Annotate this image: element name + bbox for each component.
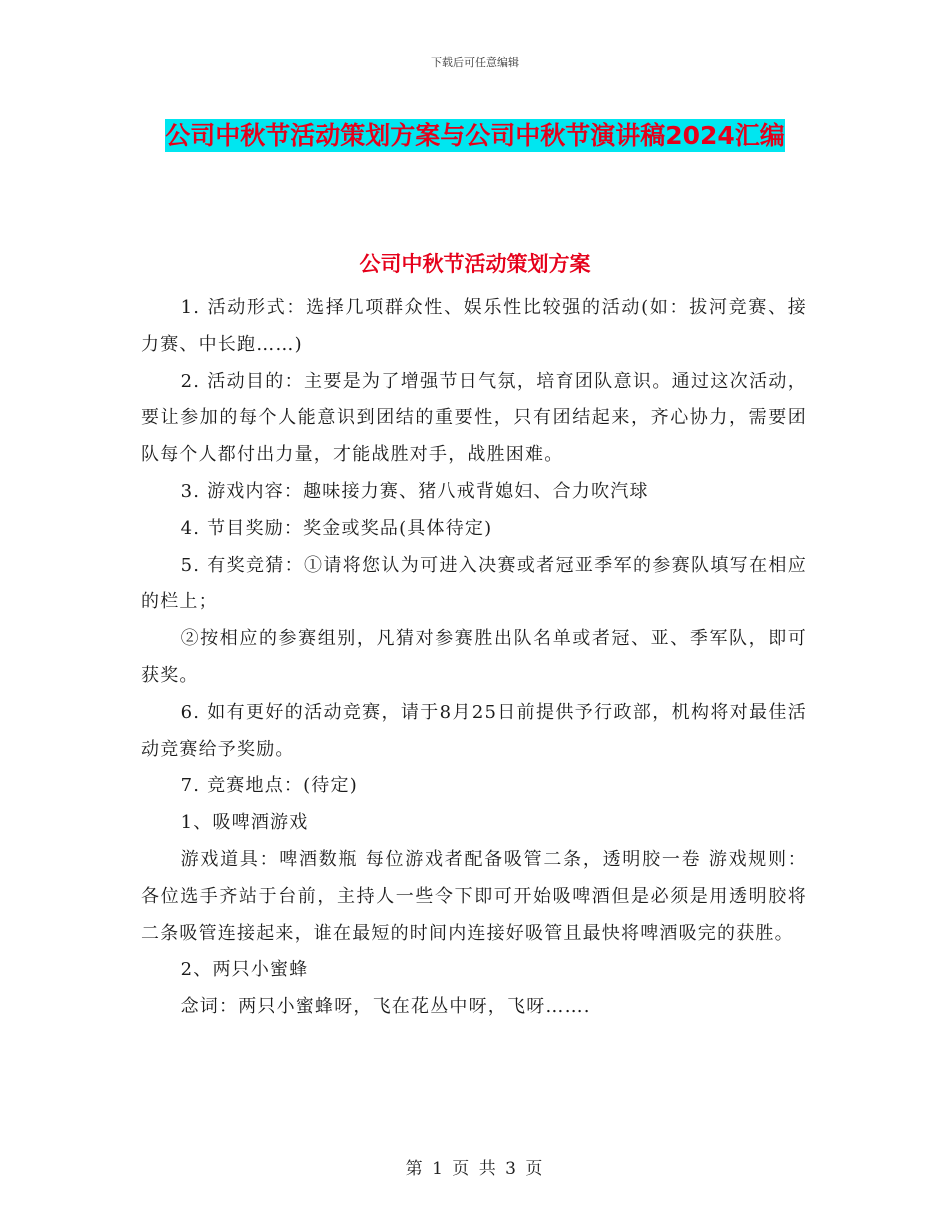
paragraph: 4. 节目奖励：奖金或奖品(具体待定)	[180, 517, 493, 539]
paragraph: 1. 活动形式：选择几项群众性、娱乐性比较强的活动(如：拔河竞赛、接力赛、中长跑……)	[141, 297, 807, 355]
paragraph: 6. 如有更好的活动竞赛，请于8月25日前提供予行政部，机构将对最佳活动竞赛给予奖励。	[141, 701, 807, 760]
paragraph: 游戏道具：啤酒数瓶 每位游戏者配备吸管二条，透明胶一卷 游戏规则：各位选手齐站于台前，主持人一些令下即可开始吸啤酒但是必须是用透明胶将二条吸管连接起来，谁在最短的时间内连接好吸管且最快将啤酒吸完的获胜。	[141, 848, 807, 944]
document-body	[141, 290, 807, 1026]
paragraph: 3. 游戏内容：趣味接力赛、猪八戒背媳妇、合力吹汽球	[180, 480, 649, 502]
paragraph: 5. 有奖竞猜：①请将您认为可进入决赛或者冠亚季军的参赛队填写在相应的栏上；	[141, 554, 807, 613]
paragraph: 1、吸啤酒游戏	[180, 812, 309, 834]
page-header: 下载后可任意编辑	[431, 56, 519, 69]
document-title	[140, 110, 810, 162]
section-title: 公司中秋节活动策划方案	[359, 252, 591, 276]
document-title-text: 公司中秋节活动策划方案与公司中秋节演讲稿2024汇编	[165, 121, 785, 150]
paragraph: ②按相应的参赛组别，凡猜对参赛胜出队名单或者冠、亚、季军队，即可获奖。	[141, 628, 807, 686]
page-footer: 第 1 页 共 3 页	[405, 1159, 545, 1179]
paragraph: 2、两只小蜜蜂	[180, 959, 309, 981]
paragraph: 念词：两只小蜜蜂呀，飞在花丛中呀，飞呀…….	[180, 996, 591, 1018]
paragraph: 7. 竞赛地点：(待定)	[180, 775, 358, 797]
paragraph: 2. 活动目的：主要是为了增强节日气氛，培育团队意识。通过这次活动，要让参加的每个人能意识到团结的重要性，只有团结起来，齐心协力，需要团队每个人都付出力量，才能战胜对手，战胜困难。	[141, 370, 807, 466]
